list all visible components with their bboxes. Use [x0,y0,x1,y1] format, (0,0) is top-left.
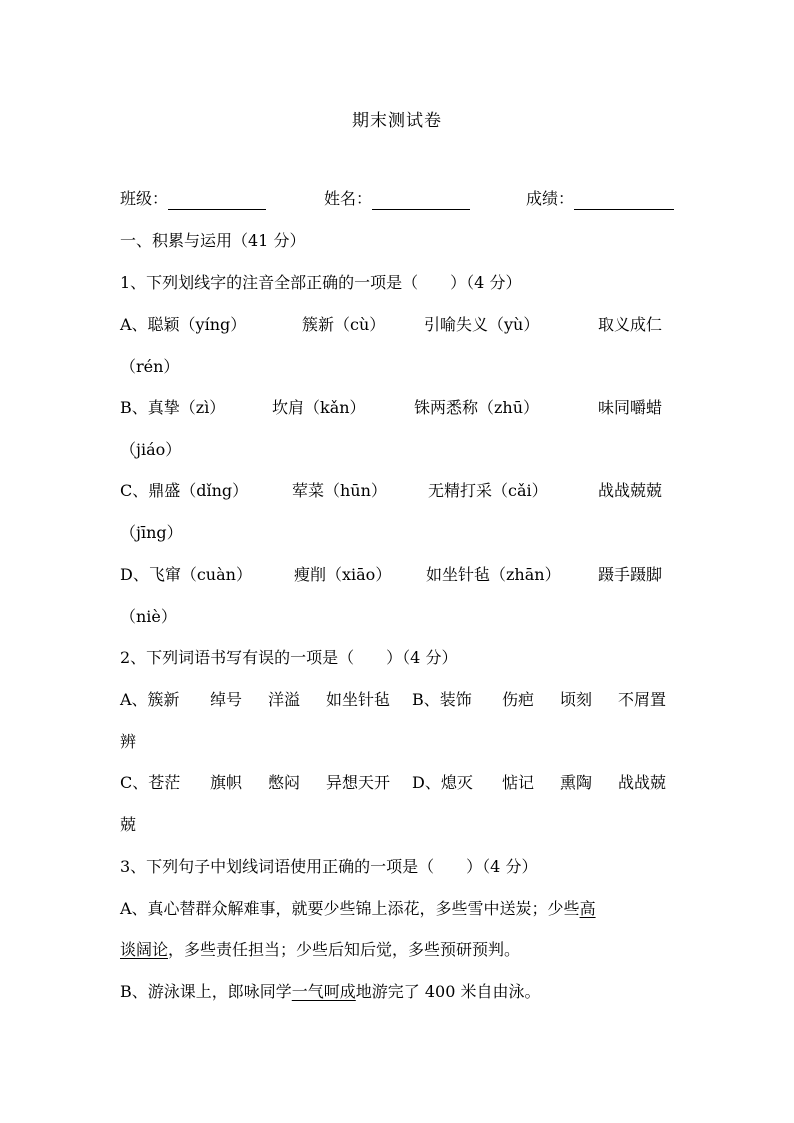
option-b-item: 铢两悉称（zhū） [414,398,540,417]
question-3-stem: 3、下列句子中划线词语使用正确的一项是（ ）（4 分） [120,857,538,876]
underlined-phrase: 高 [579,899,596,918]
option-word: 顷刻 [560,690,593,709]
option-d-item: 瘦削（xiāo） [294,565,392,584]
option-word: 惦记 [502,773,535,792]
option-d-item: 如坐针毡（zhān） [426,565,561,584]
option-d-item: D、飞窜（cuàn） [120,565,252,584]
option-b-item: B、真挚（zì） [120,398,226,417]
option-c-item: C、鼎盛（dǐng） [120,481,249,500]
question-3-option-a-cont [120,939,688,961]
question-1-option-d-wrap: （niè） [120,607,177,626]
score-blank[interactable] [574,189,674,210]
option-text: A、真心替群众解难事，就要少些锦上添花，多些雪中送炭；少些 [120,899,580,918]
option-word: 憋闷 [268,773,301,792]
option-a-item: 簇新（cù） [302,315,386,334]
option-c-item: 战战兢兢 [598,481,663,500]
option-word: 不屑置 [618,690,667,709]
question-3-option-a [120,898,688,920]
option-word: B、装饰 [412,690,472,709]
option-word: 洋溢 [268,690,301,709]
page-title: 期末测试卷 [352,111,442,131]
question-3-option-b [120,981,688,1003]
question-2-ab-wrap: 辨 [120,732,137,751]
option-word: 战战兢 [618,773,667,792]
option-word: 伤疤 [502,690,535,709]
option-b-item: 坎肩（kǎn） [272,398,366,417]
class-label: 班级： [120,189,169,208]
name-field[interactable] [324,188,470,210]
question-1-option-b-wrap: （jiáo） [120,440,182,459]
option-word: A、簇新 [120,690,180,709]
option-a-item: A、聪颖（yíng） [120,315,247,334]
score-label: 成绩： [526,189,575,208]
option-c-item: 荤菜（hūn） [292,481,387,500]
section-heading: 一、积累与运用（41 分） [120,231,306,250]
option-b-item: 味同嚼蜡 [598,398,663,417]
class-blank[interactable] [168,189,266,210]
underlined-phrase: 一气呵成 [291,982,356,1001]
question-1-option-c-wrap: （jīng） [120,523,183,542]
option-c-item: 无精打采（cǎi） [428,481,548,500]
option-text: B、游泳课上，郎咏同学 [120,982,292,1001]
option-word: 旗帜 [210,773,243,792]
question-2-cd-wrap: 兢 [120,815,137,834]
question-1-stem: 1、下列划线字的注音全部正确的一项是（ ）（4 分） [120,273,522,292]
name-blank[interactable] [372,189,470,210]
option-text: ，多些责任担当；少些后知后觉，多些预研预判。 [168,940,521,959]
underlined-phrase: 谈阔论 [120,940,169,959]
option-word: D、熄灭 [412,773,473,792]
name-label: 姓名： [324,189,373,208]
option-text: 地游完了 400 米自由泳。 [355,982,541,1001]
option-d-item: 蹑手蹑脚 [598,565,663,584]
question-1-option-a-wrap: （rén） [120,357,180,376]
option-word: C、苍茫 [120,773,181,792]
option-word: 熏陶 [560,773,593,792]
option-word: 绰号 [210,690,243,709]
option-word: 异想天开 [326,773,391,792]
question-2-stem: 2、下列词语书写有误的一项是（ ）（4 分） [120,648,458,667]
option-word: 如坐针毡 [326,690,391,709]
option-a-item: 取义成仁 [598,315,663,334]
class-field[interactable] [120,188,266,210]
score-field[interactable] [526,188,674,210]
option-a-item: 引喻失义（yù） [424,315,540,334]
